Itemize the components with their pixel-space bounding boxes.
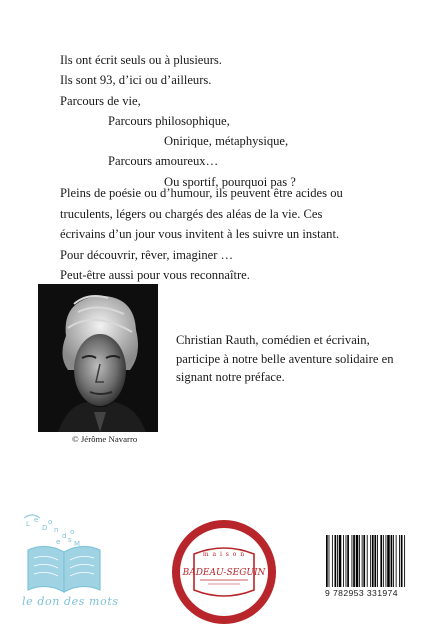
barcode-bar	[363, 535, 365, 587]
poem-line: Onirique, métaphysique,	[164, 134, 289, 149]
preface-line: participe à notre belle aventure solidaire en	[176, 351, 394, 366]
barcode-bar	[352, 535, 353, 587]
barcode-bar	[387, 535, 390, 587]
barcode-bar	[374, 535, 376, 587]
poem-line: Parcours philosophique,	[108, 113, 230, 128]
barcode-bar	[353, 535, 355, 587]
poem-line: Ils ont écrit seuls ou à plusieurs.	[60, 53, 222, 67]
description-line: Peut-être aussi pour vous reconnaître.	[60, 268, 250, 282]
barcode-bar	[337, 535, 338, 587]
barcode-bar	[346, 535, 347, 587]
barcode-bar	[362, 535, 363, 587]
preface-paragraph	[176, 331, 394, 387]
description-line: écrivains d’un jour vous invitent à les suivre un instant.	[60, 227, 340, 241]
svg-text:d: d	[62, 532, 67, 540]
svg-text:o: o	[48, 518, 53, 526]
barcode-bar	[377, 535, 378, 587]
barcode-bar	[393, 535, 394, 587]
description-line: truculents, légers ou chargés des aléas de la vie. Ces	[60, 206, 323, 221]
author-portrait-photo	[38, 284, 158, 432]
maison-badeau-seguin-seal	[168, 516, 280, 628]
preface-line: Christian Rauth, comédien et écrivain,	[176, 333, 370, 347]
svg-text:e: e	[34, 516, 39, 524]
barcode-bar	[356, 535, 359, 587]
svg-text:n: n	[54, 526, 59, 534]
barcode-bar	[367, 535, 368, 587]
svg-text:m a i s o n: m a i s o n	[202, 551, 246, 558]
barcode-bar	[399, 535, 400, 587]
barcode-bar	[332, 535, 333, 587]
barcode-bar	[372, 535, 374, 587]
barcode-bar	[326, 535, 328, 587]
barcode-bar	[380, 535, 382, 587]
barcode-bar	[339, 535, 342, 587]
isbn-barcode	[325, 535, 429, 587]
svg-text:o: o	[70, 528, 75, 536]
isbn-number: 9 782953 331974	[325, 588, 398, 598]
svg-text:D: D	[42, 524, 48, 532]
description-line: Pour découvrir, rêver, imaginer …	[60, 247, 234, 262]
barcode-bar	[404, 535, 405, 587]
barcode-bar	[335, 535, 337, 587]
barcode-bar	[359, 535, 360, 587]
barcode-bar	[391, 535, 393, 587]
poem-line: Parcours de vie,	[60, 93, 141, 108]
barcode-bar	[347, 535, 349, 587]
description-line: Pleins de poésie ou d’humour, ils peuvent être acides ou	[60, 186, 343, 200]
svg-text:BADEAU-SEGUIN: BADEAU-SEGUIN	[182, 568, 266, 578]
svg-text:s: s	[68, 536, 72, 544]
svg-text:M: M	[74, 540, 81, 548]
barcode-bar	[386, 535, 387, 587]
poem-line: Parcours amoureux…	[108, 154, 219, 169]
svg-text:e: e	[56, 538, 61, 546]
description-paragraph	[60, 183, 400, 286]
photo-credit: © Jérôme Navarro	[72, 434, 138, 444]
poem-line: Ils sont 93, d’ici ou d’ailleurs.	[60, 73, 212, 88]
svg-text:L: L	[26, 520, 30, 528]
poem-block	[60, 50, 296, 192]
barcode-bar	[343, 535, 344, 587]
barcode-bar	[383, 535, 384, 587]
poem-line: Ou sportif, pourquoi pas ?	[164, 174, 296, 189]
barcode-bar	[401, 535, 403, 587]
logo-caption: le don des mots	[22, 595, 119, 608]
barcode-bar	[396, 535, 397, 587]
preface-line: signant notre préface.	[176, 370, 285, 384]
barcode-bar	[370, 535, 371, 587]
barcode-bar	[329, 535, 330, 587]
